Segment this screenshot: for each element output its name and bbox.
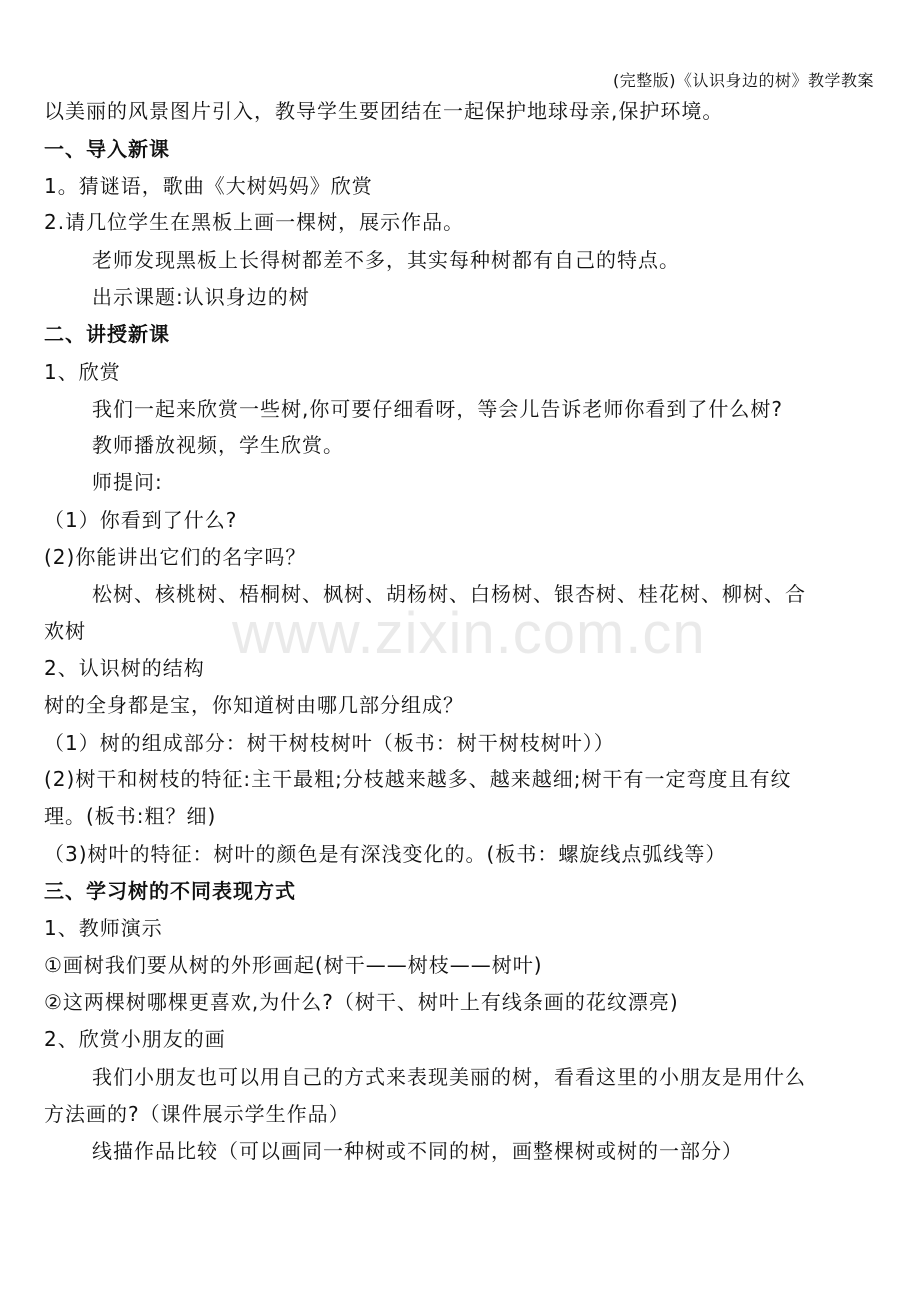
text-line: 教师播放视频，学生欣赏。 — [92, 433, 344, 457]
section-heading-1: 一、导入新课 — [44, 137, 170, 161]
text-line: 2、认识树的结构 — [44, 656, 205, 680]
text-line: ①画树我们要从树的外形画起(树干——树枝——树叶) — [44, 953, 543, 977]
text-line: （1）树的组成部分：树干树枝树叶（板书：树干树枝树叶）） — [44, 731, 615, 755]
section-heading-3: 三、学习树的不同表现方式 — [44, 879, 296, 903]
text-line: 松树、核桃树、梧桐树、枫树、胡杨树、白杨树、银杏树、桂花树、柳树、合 — [92, 582, 806, 606]
text-line: 我们小朋友也可以用自己的方式来表现美丽的树，看看这里的小朋友是用什么 — [92, 1065, 806, 1089]
text-line: （3)树叶的特征：树叶的颜色是有深浅变化的。(板书：螺旋线点弧线等） — [44, 842, 727, 866]
text-line: 我们一起来欣赏一些树,你可要仔细看呀，等会儿告诉老师你看到了什么树? — [92, 397, 783, 421]
text-line: 方法画的?（课件展示学生作品） — [44, 1102, 350, 1126]
text-line: (2)树干和树枝的特征:主干最粗;分枝越来越多、越来越细;树干有一定弯度且有纹 — [44, 767, 792, 791]
text-line: 师提问: — [92, 470, 163, 494]
text-line: 出示课题:认识身边的树 — [92, 285, 310, 309]
text-line: 理。(板书:粗？细) — [44, 804, 217, 828]
text-line: 树的全身都是宝，你知道树由哪几部分组成？ — [44, 693, 464, 717]
text-line: ②这两棵树哪棵更喜欢,为什么?（树干、树叶上有线条画的花纹漂亮) — [44, 990, 679, 1014]
document-header: (完整版)《认识身边的树》教学教案 — [613, 71, 874, 90]
text-line: (2)你能讲出它们的名字吗？ — [44, 545, 307, 569]
text-line: 1。猜谜语，歌曲《大树妈妈》欣赏 — [44, 174, 373, 198]
text-line: （1）你看到了什么? — [44, 508, 238, 532]
text-line: 老师发现黑板上长得树都差不多，其实每种树都有自己的特点。 — [92, 248, 680, 272]
section-heading-2: 二、讲授新课 — [44, 322, 170, 346]
intro-line: 以美丽的风景图片引入，教导学生要团结在一起保护地球母亲,保护环境。 — [44, 99, 724, 123]
text-line: 1、教师演示 — [44, 916, 163, 940]
watermark: www.zixin.com.cn — [232, 601, 706, 666]
text-line: 线描作品比较（可以画同一种树或不同的树，画整棵树或树的一部分） — [92, 1139, 743, 1163]
text-line: 2、欣赏小朋友的画 — [44, 1027, 226, 1051]
text-line: 2.请几位学生在黑板上画一棵树，展示作品。 — [44, 210, 465, 234]
text-line: 1、欣赏 — [44, 360, 121, 384]
text-line: 欢树 — [44, 619, 86, 643]
